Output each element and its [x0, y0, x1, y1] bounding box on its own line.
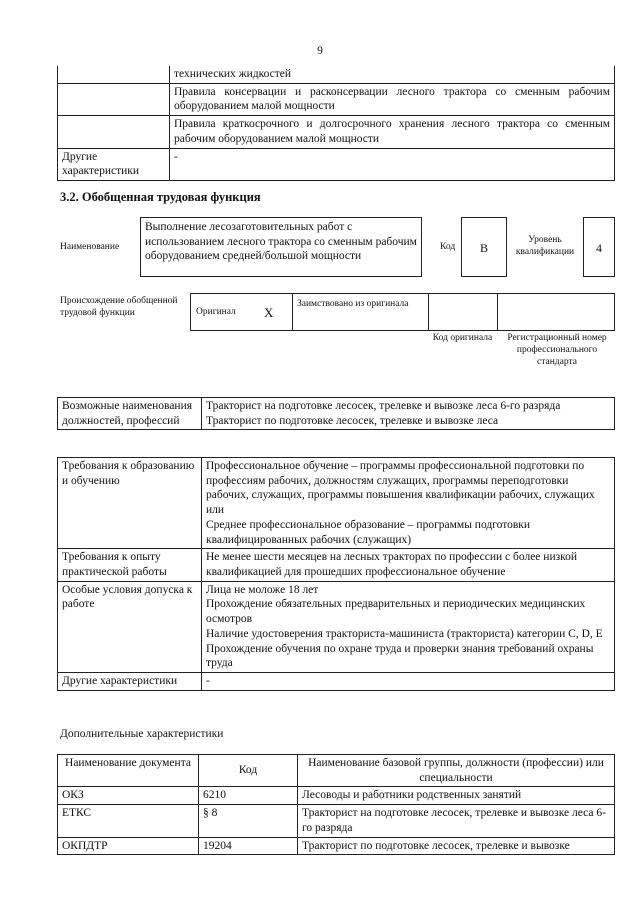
table-cell: [58, 116, 170, 148]
table-row: [58, 83, 615, 115]
table-row: [58, 66, 615, 83]
positions-table: [57, 397, 615, 430]
section-title: 3.2. Обобщенная трудовая функция: [60, 190, 261, 204]
top-characteristics-table: [57, 66, 615, 181]
table-row: [58, 805, 615, 837]
table-row: [58, 837, 615, 855]
table-cell: Правила краткосрочного и долгосрочного хранения лесного трактора со сменным рабочим оборудованием малой мощности: [170, 116, 615, 148]
name-value: Выполнение лесозаготовительных работ с использованием лесного трактора со сменным рабочим оборудованием средней/большой мощности: [140, 217, 422, 277]
table-row: [58, 458, 615, 549]
level-label: Уровень квалификации: [515, 235, 575, 257]
table-cell: Правила консервации и расконсервации лесного трактора со сменным рабочим оборудованием малой мощности: [170, 83, 615, 115]
table-cell: ЕТКС: [58, 805, 199, 837]
table-cell: технических жидкостей: [170, 66, 615, 83]
table-cell: 6210: [199, 787, 298, 805]
requirement-line: -: [206, 675, 210, 688]
origin-label: Происхождение обобщенной трудовой функции: [60, 296, 178, 318]
table-row: [58, 581, 615, 672]
requirement-line: Не менее шести месяцев на лесных тракторах по профессии с более низкой квалификацией для прошедших профессиональное обучение: [206, 551, 578, 579]
table-cell: Тракторист по подготовке лесосек, трелевке и вывозке: [298, 837, 615, 855]
requirement-label: Другие характеристики: [58, 673, 202, 691]
table-cell: [58, 66, 170, 83]
requirement-value: [202, 458, 615, 549]
position-item: Тракторист на подготовке лесосек, трелевке и вывозке леса 6-го разряда: [206, 400, 561, 412]
name-label: Наименование: [60, 242, 120, 252]
requirement-line: Лица не моложе 18 лет: [206, 583, 319, 596]
table-row: [58, 116, 615, 148]
requirement-line: Среднее профессиональное образование – программы подготовки квалифицированных рабочих (служащих): [206, 518, 531, 546]
requirement-value: [202, 673, 615, 691]
table-cell: -: [170, 148, 615, 180]
original-label: Оригинал: [196, 307, 236, 317]
table-row: [58, 755, 615, 787]
requirement-line: Наличие удостоверения тракториста-машиниста (тракториста) категории C, D, E: [206, 627, 603, 640]
original-mark: X: [264, 305, 274, 320]
code-value: B: [461, 217, 507, 277]
borrowed-label: Заимствовано из оригинала: [297, 299, 409, 309]
header-cell: Наименование документа: [58, 755, 199, 787]
table-cell: ОКЗ: [58, 787, 199, 805]
reg-caption: Регистрационный номер профессионального стандарта: [507, 333, 607, 367]
requirements-table: [57, 457, 615, 691]
table-cell: ОКПДТР: [58, 837, 199, 855]
requirement-label: Требования к опыту практической работы: [58, 549, 202, 581]
requirement-line: Профессиональное обучение – программы профессиональной подготовки по профессиям рабочих, должностям служащих, программы переподготовки рабочих, служащих, программы повышения квалификации рабочих, служащих: [206, 460, 595, 502]
table-cell: [58, 83, 170, 115]
page-number: 9: [317, 45, 323, 57]
code-label: Код: [440, 242, 456, 252]
table-row: [58, 398, 615, 430]
requirement-label: Особые условия допуска к работе: [58, 581, 202, 672]
requirement-line: или: [206, 504, 225, 517]
divider: [292, 293, 293, 331]
table-row: [58, 549, 615, 581]
code-caption: Код оригинала: [432, 333, 493, 343]
divider: [497, 293, 498, 331]
level-value: 4: [583, 217, 615, 277]
table-cell: § 8: [199, 805, 298, 837]
table-cell: 19204: [199, 837, 298, 855]
additional-title: Дополнительные характеристики: [60, 728, 224, 740]
requirement-line: Прохождение обучения по охране труда и проверки знания требований охраны труда: [206, 642, 594, 670]
additional-table: [57, 754, 615, 855]
requirement-line: Прохождение обязательных предварительных и периодических медицинских осмотров: [206, 598, 586, 626]
header-cell: Код: [199, 755, 298, 787]
position-item: Тракторист по подготовке лесосек, трелевке и вывозке леса: [206, 414, 499, 427]
requirement-value: [202, 581, 615, 672]
divider: [428, 293, 429, 331]
table-row: [58, 148, 615, 180]
positions-label: Возможные наименования должностей, профессий: [58, 398, 202, 430]
table-cell: Лесоводы и работники родственных занятий: [298, 787, 615, 805]
requirement-value: [202, 549, 615, 581]
table-row: [58, 787, 615, 805]
table-row: [58, 673, 615, 691]
table-cell: Другие характеристики: [58, 148, 170, 180]
header-cell: Наименование базовой группы, должности (профессии) или специальности: [298, 755, 615, 787]
table-cell: Тракторист на подготовке лесосек, трелевке и вывозке леса 6-го разряда: [298, 805, 615, 837]
requirement-label: Требования к образованию и обучению: [58, 458, 202, 549]
positions-values: [202, 398, 615, 430]
